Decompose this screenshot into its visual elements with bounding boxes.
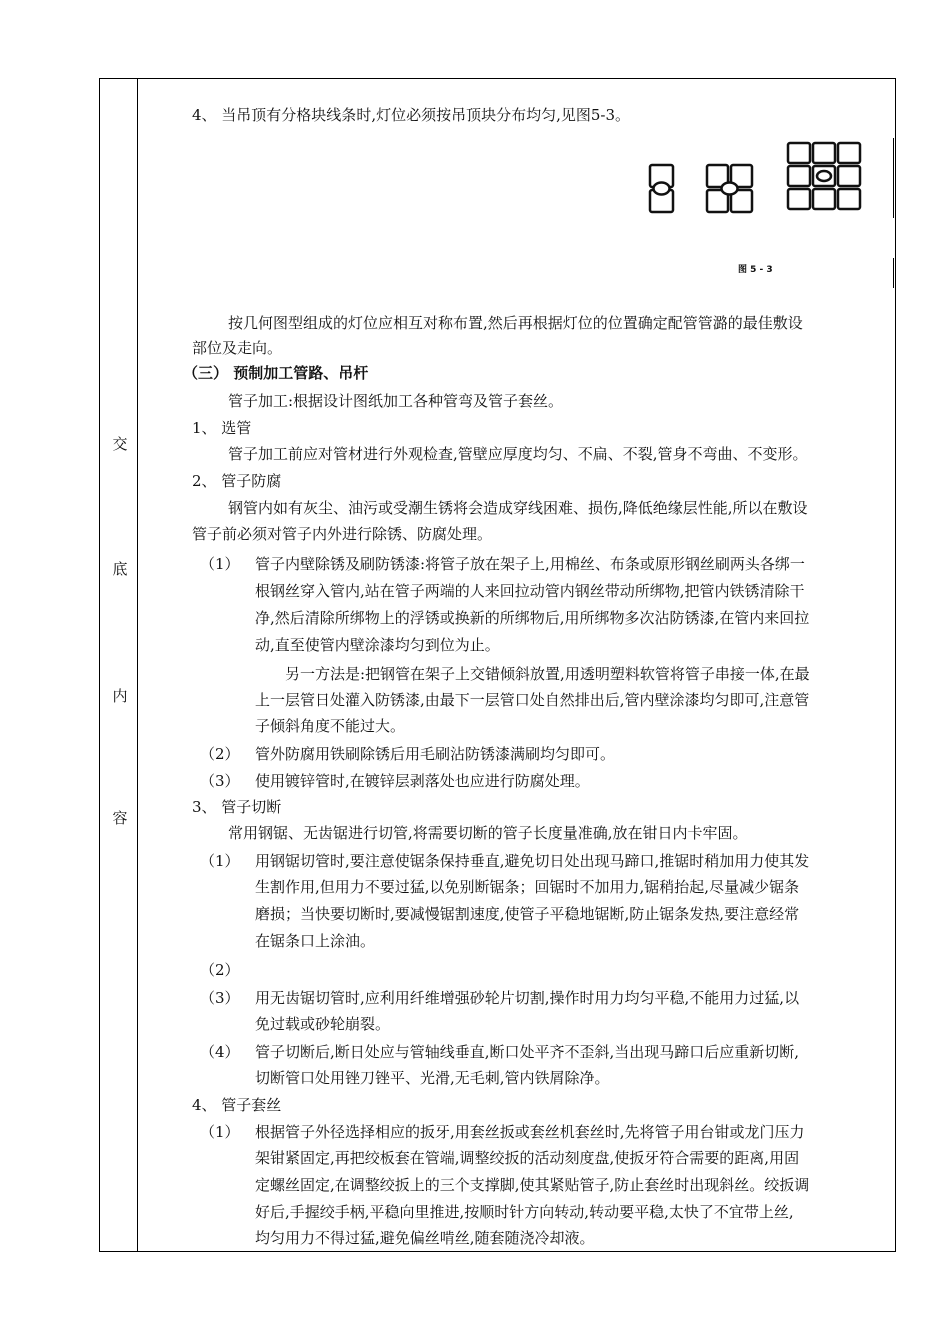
list-item-line: 均匀用力不得过猛,避免偏丝啃丝,随套随浇冷却液。	[255, 1229, 595, 1247]
list-item-line: 定螺丝固定,在调整绞扳上的三个支撑脚,使其紧贴管子,防止套丝时出现斜丝。绞扳调	[255, 1176, 810, 1194]
paragraph-line: 管子加工前应对管材进行外观检查,管壁应厚度均匀、不扁、不裂,管身不弯曲、不变形。	[228, 445, 808, 463]
list-item-line: 用无齿锯切管时,应利用纤维增强砂轮片切割,操作时用力均匀平稳,不能用力过猛,以	[255, 989, 800, 1007]
list-number: （3）	[200, 989, 240, 1007]
list-item-line: 管子内壁除锈及刷防锈漆:将管子放在架子上,用棉丝、布条或原形钢丝刷两头各绑一	[255, 555, 805, 573]
list-item-line: 管子切断后,断日处应与管轴线垂直,断口处平齐不歪斜,当出现马蹄口后应重新切断,	[255, 1043, 800, 1061]
list-number: （3）	[200, 772, 240, 790]
list-number: （2）	[200, 961, 240, 979]
list-item-line: 净,然后清除所绑物上的浮锈或换新的所绑物后,用所绑物多次沾防锈漆,在管内来回拉	[255, 609, 810, 627]
side-label-char: 交	[112, 435, 128, 453]
list-item-line: 架钳紧固定,再把绞板套在管端,调整绞扳的活动刻度盘,使扳牙符合需要的距离,用固	[255, 1149, 800, 1167]
subheading: 1、 选管	[192, 419, 252, 437]
subheading: 3、 管子切断	[192, 798, 282, 816]
side-label-char: 内	[112, 687, 128, 705]
list-item-line: 在锯条口上涂油。	[255, 932, 376, 950]
list-item-line: 根据管子外径选择相应的扳牙,用套丝扳或套丝机套丝时,先将管子用台钳或龙门压力	[255, 1123, 805, 1141]
paragraph-line: 管子前必须对管子内外进行除锈、防腐处理。	[192, 525, 493, 543]
list-item-line: 用钢锯切管时,要注意使锯条保持垂直,避免切日处出现马蹄口,推锯时稍加用力使其发	[255, 852, 810, 870]
list-item-line: 磨损；当快要切断时,要减慢锯割速度,使管子平稳地锯断,防止锯条发热,要注意经常	[255, 905, 800, 923]
list-item-line: 切断管口处用锉刀锉平、光滑,无毛刺,管内铁屑除净。	[255, 1069, 610, 1087]
list-item-line: 好后,手握绞手柄,平稳向里推进,按顺时针方向转动,转动要平稳,太快了不宜带上丝,	[255, 1203, 794, 1221]
subheading: 2、 管子防腐	[192, 472, 282, 490]
list-item-line: 动,直至使管内壁涂漆均匀到位为止。	[255, 636, 500, 654]
paragraph-line: 钢管内如有灰尘、油污或受潮生锈将会造成穿线困难、损伤,降低绝缘层性能,所以在敷设	[228, 499, 808, 517]
subheading: 4、 管子套丝	[192, 1096, 282, 1114]
list-item-line: 生割作用,但用力不要过猛,以免别断锯条；回锯时不加用力,锯稍抬起,尽量减少锯条	[255, 878, 800, 896]
list-item-line: 免过载或砂轮崩裂。	[255, 1015, 391, 1033]
list-item-line: 上一层管日处灌入防锈漆,由最下一层管口处自然排出后,管内壁涂漆均匀即可,注意管	[255, 691, 810, 709]
figure-caption: 图 5 - 3	[738, 265, 773, 275]
list-item-line: 子倾斜角度不能过大。	[255, 717, 406, 735]
list-number: （1）	[200, 852, 240, 870]
list-number: （1）	[200, 1123, 240, 1141]
list-item-line: 使用镀锌管时,在镀锌层剥落处也应进行防腐处理。	[255, 772, 590, 790]
list-number: （2）	[200, 745, 240, 763]
paragraph-line: 按几何图型组成的灯位应相互对称布置,然后再根据灯位的位置确定配管管潞的最佳敷设	[228, 314, 803, 332]
list-number: （1）	[200, 555, 240, 573]
paragraph-line: 部位及走向。	[192, 339, 283, 357]
list-number: （4）	[200, 1043, 240, 1061]
paragraph-line: 管子加工:根据设计图纸加工各种管弯及管子套丝。	[228, 392, 564, 410]
section-heading: （三） 预制加工管路、吊杆	[183, 364, 369, 382]
side-label-char: 底	[112, 560, 128, 578]
side-label-char: 容	[112, 809, 128, 827]
list-item-line: 管外防腐用铁刷除锈后用毛刷沾防锈漆满刷均匀即可。	[255, 745, 616, 763]
list-item-line: 根钢丝穿入管内,站在管子两端的人来回拉动管内钢丝带动所绑物,把管内铁锈清除干	[255, 582, 805, 600]
paragraph-line: 常用钢锯、无齿锯进行切管,将需要切断的管子长度量准确,放在钳日内卡牢固。	[228, 824, 748, 842]
item4-intro: 4、 当吊顶有分格块线条时,灯位必须按吊顶块分布均匀,见图5-3。	[192, 106, 631, 124]
column-divider	[137, 78, 138, 1252]
list-item-line: 另一方法是:把钢管在架子上交错倾斜放置,用透明塑料软管将管子串接一体,在最	[285, 665, 810, 683]
